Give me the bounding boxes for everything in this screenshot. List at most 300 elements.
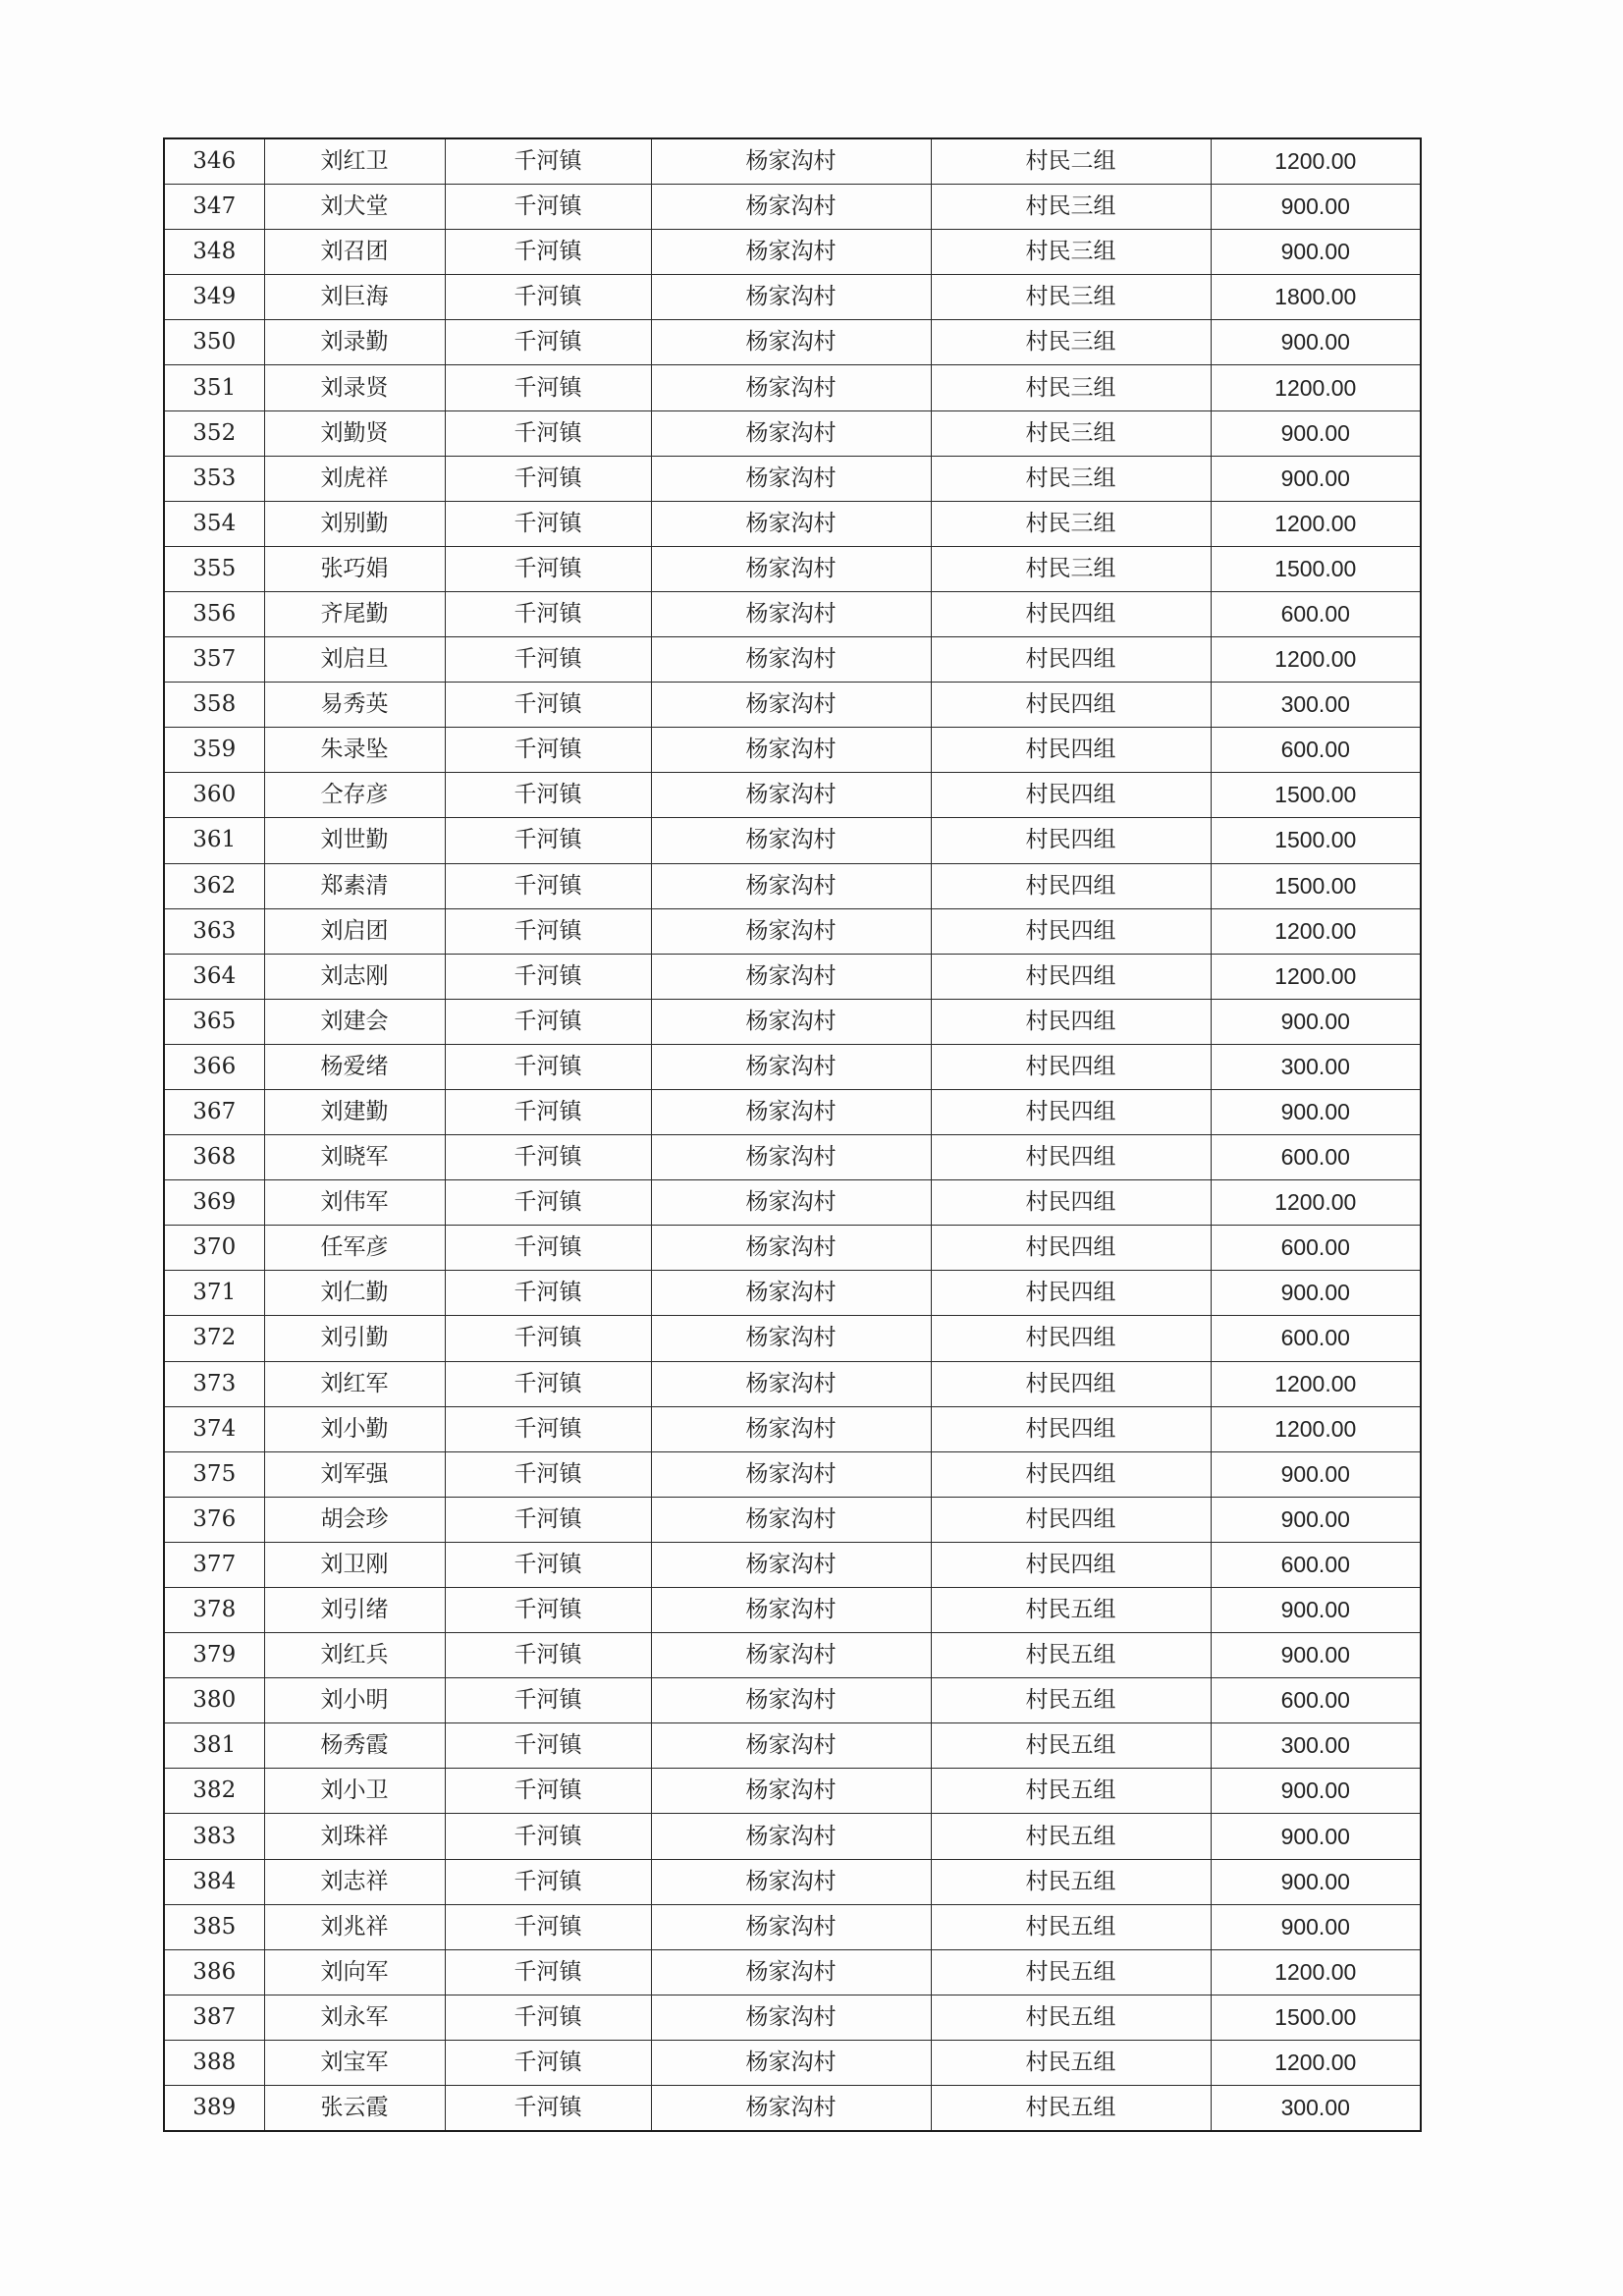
person-name-cell: 刘珠祥 bbox=[264, 1814, 445, 1859]
amount-cell: 1200.00 bbox=[1211, 954, 1421, 999]
table-row bbox=[164, 1542, 1421, 1587]
row-number-cell: 374 bbox=[164, 1406, 264, 1451]
amount-cell: 900.00 bbox=[1211, 1814, 1421, 1859]
village-group-cell: 村民三组 bbox=[931, 185, 1211, 230]
village-name-cell: 杨家沟村 bbox=[651, 1271, 931, 1316]
town-name-cell: 千河镇 bbox=[445, 1814, 651, 1859]
village-name-cell: 杨家沟村 bbox=[651, 1180, 931, 1226]
amount-cell: 900.00 bbox=[1211, 1859, 1421, 1904]
village-name-cell: 杨家沟村 bbox=[651, 1859, 931, 1904]
town-name-cell: 千河镇 bbox=[445, 1497, 651, 1542]
town-name-cell: 千河镇 bbox=[445, 1678, 651, 1723]
table-row bbox=[164, 1089, 1421, 1134]
row-number-cell: 377 bbox=[164, 1542, 264, 1587]
town-name-cell: 千河镇 bbox=[445, 365, 651, 410]
village-name-cell: 杨家沟村 bbox=[651, 546, 931, 591]
village-group-cell: 村民四组 bbox=[931, 1406, 1211, 1451]
row-number-cell: 371 bbox=[164, 1271, 264, 1316]
table-row bbox=[164, 185, 1421, 230]
village-group-cell: 村民三组 bbox=[931, 456, 1211, 501]
village-group-cell: 村民三组 bbox=[931, 320, 1211, 365]
person-name-cell: 刘建会 bbox=[264, 999, 445, 1044]
town-name-cell: 千河镇 bbox=[445, 1859, 651, 1904]
village-group-cell: 村民三组 bbox=[931, 501, 1211, 546]
amount-cell: 300.00 bbox=[1211, 1723, 1421, 1769]
table-row bbox=[164, 999, 1421, 1044]
village-name-cell: 杨家沟村 bbox=[651, 1633, 931, 1678]
village-name-cell: 杨家沟村 bbox=[651, 1678, 931, 1723]
town-name-cell: 千河镇 bbox=[445, 818, 651, 863]
row-number-cell: 369 bbox=[164, 1180, 264, 1226]
town-name-cell: 千河镇 bbox=[445, 1406, 651, 1451]
village-group-cell: 村民四组 bbox=[931, 999, 1211, 1044]
amount-cell: 1500.00 bbox=[1211, 863, 1421, 908]
town-name-cell: 千河镇 bbox=[445, 275, 651, 320]
village-name-cell: 杨家沟村 bbox=[651, 1814, 931, 1859]
village-group-cell: 村民四组 bbox=[931, 591, 1211, 636]
amount-cell: 900.00 bbox=[1211, 1904, 1421, 1949]
town-name-cell: 千河镇 bbox=[445, 863, 651, 908]
person-name-cell: 刘勤贤 bbox=[264, 410, 445, 456]
table-row bbox=[164, 1633, 1421, 1678]
amount-cell: 1200.00 bbox=[1211, 138, 1421, 185]
table-row bbox=[164, 275, 1421, 320]
row-number-cell: 367 bbox=[164, 1089, 264, 1134]
person-name-cell: 张云霞 bbox=[264, 2086, 445, 2132]
amount-cell: 900.00 bbox=[1211, 185, 1421, 230]
table-row bbox=[164, 1180, 1421, 1226]
person-name-cell: 刘录贤 bbox=[264, 365, 445, 410]
table-row bbox=[164, 546, 1421, 591]
table-row bbox=[164, 1361, 1421, 1406]
amount-cell: 600.00 bbox=[1211, 1135, 1421, 1180]
person-name-cell: 刘伟军 bbox=[264, 1180, 445, 1226]
village-name-cell: 杨家沟村 bbox=[651, 683, 931, 728]
table-row bbox=[164, 501, 1421, 546]
row-number-cell: 364 bbox=[164, 954, 264, 999]
amount-cell: 900.00 bbox=[1211, 320, 1421, 365]
village-name-cell: 杨家沟村 bbox=[651, 637, 931, 683]
village-name-cell: 杨家沟村 bbox=[651, 954, 931, 999]
person-name-cell: 齐尾勤 bbox=[264, 591, 445, 636]
table-row bbox=[164, 1995, 1421, 2040]
table-row bbox=[164, 908, 1421, 954]
village-group-cell: 村民四组 bbox=[931, 908, 1211, 954]
table-row bbox=[164, 637, 1421, 683]
person-name-cell: 郑素清 bbox=[264, 863, 445, 908]
village-group-cell: 村民四组 bbox=[931, 728, 1211, 773]
amount-cell: 900.00 bbox=[1211, 1497, 1421, 1542]
village-group-cell: 村民四组 bbox=[931, 1542, 1211, 1587]
row-number-cell: 361 bbox=[164, 818, 264, 863]
amount-cell: 1200.00 bbox=[1211, 1406, 1421, 1451]
village-name-cell: 杨家沟村 bbox=[651, 1588, 931, 1633]
table-row bbox=[164, 863, 1421, 908]
row-number-cell: 379 bbox=[164, 1633, 264, 1678]
table-row bbox=[164, 1226, 1421, 1271]
village-group-cell: 村民四组 bbox=[931, 1044, 1211, 1089]
person-name-cell: 刘小勤 bbox=[264, 1406, 445, 1451]
row-number-cell: 383 bbox=[164, 1814, 264, 1859]
table-row bbox=[164, 1588, 1421, 1633]
town-name-cell: 千河镇 bbox=[445, 1316, 651, 1361]
amount-cell: 600.00 bbox=[1211, 1678, 1421, 1723]
amount-cell: 600.00 bbox=[1211, 1226, 1421, 1271]
village-group-cell: 村民三组 bbox=[931, 275, 1211, 320]
amount-cell: 300.00 bbox=[1211, 1044, 1421, 1089]
roster-body bbox=[164, 138, 1421, 2131]
row-number-cell: 387 bbox=[164, 1995, 264, 2040]
village-name-cell: 杨家沟村 bbox=[651, 1406, 931, 1451]
table-row bbox=[164, 1678, 1421, 1723]
amount-cell: 900.00 bbox=[1211, 1588, 1421, 1633]
village-group-cell: 村民四组 bbox=[931, 1135, 1211, 1180]
amount-cell: 900.00 bbox=[1211, 1271, 1421, 1316]
town-name-cell: 千河镇 bbox=[445, 2086, 651, 2132]
person-name-cell: 刘红兵 bbox=[264, 1633, 445, 1678]
village-name-cell: 杨家沟村 bbox=[651, 1542, 931, 1587]
town-name-cell: 千河镇 bbox=[445, 230, 651, 275]
amount-cell: 600.00 bbox=[1211, 1316, 1421, 1361]
amount-cell: 1200.00 bbox=[1211, 1180, 1421, 1226]
row-number-cell: 378 bbox=[164, 1588, 264, 1633]
person-name-cell: 任军彦 bbox=[264, 1226, 445, 1271]
village-group-cell: 村民五组 bbox=[931, 1904, 1211, 1949]
town-name-cell: 千河镇 bbox=[445, 1451, 651, 1497]
table-row bbox=[164, 591, 1421, 636]
table-row bbox=[164, 456, 1421, 501]
row-number-cell: 359 bbox=[164, 728, 264, 773]
row-number-cell: 385 bbox=[164, 1904, 264, 1949]
town-name-cell: 千河镇 bbox=[445, 546, 651, 591]
table-row bbox=[164, 1044, 1421, 1089]
amount-cell: 1200.00 bbox=[1211, 365, 1421, 410]
village-group-cell: 村民五组 bbox=[931, 1588, 1211, 1633]
person-name-cell: 刘巨海 bbox=[264, 275, 445, 320]
table-row bbox=[164, 1135, 1421, 1180]
amount-cell: 900.00 bbox=[1211, 1451, 1421, 1497]
person-name-cell: 刘军强 bbox=[264, 1451, 445, 1497]
person-name-cell: 刘虎祥 bbox=[264, 456, 445, 501]
table-row bbox=[164, 1497, 1421, 1542]
person-name-cell: 刘志刚 bbox=[264, 954, 445, 999]
person-name-cell: 刘别勤 bbox=[264, 501, 445, 546]
town-name-cell: 千河镇 bbox=[445, 1542, 651, 1587]
row-number-cell: 356 bbox=[164, 591, 264, 636]
village-name-cell: 杨家沟村 bbox=[651, 365, 931, 410]
person-name-cell: 刘犬堂 bbox=[264, 185, 445, 230]
row-number-cell: 370 bbox=[164, 1226, 264, 1271]
village-group-cell: 村民三组 bbox=[931, 410, 1211, 456]
town-name-cell: 千河镇 bbox=[445, 591, 651, 636]
town-name-cell: 千河镇 bbox=[445, 683, 651, 728]
row-number-cell: 365 bbox=[164, 999, 264, 1044]
row-number-cell: 355 bbox=[164, 546, 264, 591]
town-name-cell: 千河镇 bbox=[445, 1769, 651, 1814]
village-group-cell: 村民四组 bbox=[931, 683, 1211, 728]
town-name-cell: 千河镇 bbox=[445, 637, 651, 683]
village-name-cell: 杨家沟村 bbox=[651, 456, 931, 501]
person-name-cell: 杨爱绪 bbox=[264, 1044, 445, 1089]
person-name-cell: 易秀英 bbox=[264, 683, 445, 728]
amount-cell: 600.00 bbox=[1211, 591, 1421, 636]
table-row bbox=[164, 683, 1421, 728]
person-name-cell: 刘红卫 bbox=[264, 138, 445, 185]
town-name-cell: 千河镇 bbox=[445, 1723, 651, 1769]
village-name-cell: 杨家沟村 bbox=[651, 999, 931, 1044]
amount-cell: 300.00 bbox=[1211, 2086, 1421, 2132]
amount-cell: 1200.00 bbox=[1211, 1361, 1421, 1406]
amount-cell: 1200.00 bbox=[1211, 637, 1421, 683]
person-name-cell: 刘引绪 bbox=[264, 1588, 445, 1633]
person-name-cell: 仝存彦 bbox=[264, 773, 445, 818]
amount-cell: 900.00 bbox=[1211, 1089, 1421, 1134]
town-name-cell: 千河镇 bbox=[445, 954, 651, 999]
amount-cell: 900.00 bbox=[1211, 410, 1421, 456]
amount-cell: 900.00 bbox=[1211, 456, 1421, 501]
village-group-cell: 村民四组 bbox=[931, 818, 1211, 863]
table-row bbox=[164, 410, 1421, 456]
village-group-cell: 村民五组 bbox=[931, 1769, 1211, 1814]
amount-cell: 1500.00 bbox=[1211, 773, 1421, 818]
village-name-cell: 杨家沟村 bbox=[651, 1995, 931, 2040]
person-name-cell: 胡会珍 bbox=[264, 1497, 445, 1542]
table-row bbox=[164, 1769, 1421, 1814]
amount-cell: 1200.00 bbox=[1211, 501, 1421, 546]
table-row bbox=[164, 138, 1421, 185]
row-number-cell: 380 bbox=[164, 1678, 264, 1723]
person-name-cell: 刘红军 bbox=[264, 1361, 445, 1406]
village-group-cell: 村民五组 bbox=[931, 1949, 1211, 1995]
village-group-cell: 村民五组 bbox=[931, 2040, 1211, 2085]
table-row bbox=[164, 1904, 1421, 1949]
village-group-cell: 村民四组 bbox=[931, 1497, 1211, 1542]
village-group-cell: 村民三组 bbox=[931, 546, 1211, 591]
town-name-cell: 千河镇 bbox=[445, 1949, 651, 1995]
row-number-cell: 368 bbox=[164, 1135, 264, 1180]
row-number-cell: 381 bbox=[164, 1723, 264, 1769]
town-name-cell: 千河镇 bbox=[445, 1588, 651, 1633]
person-name-cell: 刘引勤 bbox=[264, 1316, 445, 1361]
village-name-cell: 杨家沟村 bbox=[651, 1226, 931, 1271]
village-group-cell: 村民四组 bbox=[931, 863, 1211, 908]
row-number-cell: 375 bbox=[164, 1451, 264, 1497]
village-name-cell: 杨家沟村 bbox=[651, 2086, 931, 2132]
village-group-cell: 村民三组 bbox=[931, 365, 1211, 410]
town-name-cell: 千河镇 bbox=[445, 1995, 651, 2040]
village-group-cell: 村民五组 bbox=[931, 1633, 1211, 1678]
table-row bbox=[164, 1406, 1421, 1451]
row-number-cell: 386 bbox=[164, 1949, 264, 1995]
row-number-cell: 363 bbox=[164, 908, 264, 954]
village-name-cell: 杨家沟村 bbox=[651, 1769, 931, 1814]
village-group-cell: 村民四组 bbox=[931, 773, 1211, 818]
person-name-cell: 刘卫刚 bbox=[264, 1542, 445, 1587]
village-group-cell: 村民五组 bbox=[931, 1723, 1211, 1769]
village-name-cell: 杨家沟村 bbox=[651, 863, 931, 908]
village-group-cell: 村民五组 bbox=[931, 1678, 1211, 1723]
table-row bbox=[164, 773, 1421, 818]
village-name-cell: 杨家沟村 bbox=[651, 1949, 931, 1995]
village-group-cell: 村民五组 bbox=[931, 1859, 1211, 1904]
village-name-cell: 杨家沟村 bbox=[651, 773, 931, 818]
village-name-cell: 杨家沟村 bbox=[651, 1044, 931, 1089]
row-number-cell: 353 bbox=[164, 456, 264, 501]
town-name-cell: 千河镇 bbox=[445, 320, 651, 365]
amount-cell: 900.00 bbox=[1211, 1769, 1421, 1814]
town-name-cell: 千河镇 bbox=[445, 908, 651, 954]
amount-cell: 1200.00 bbox=[1211, 2040, 1421, 2085]
village-name-cell: 杨家沟村 bbox=[651, 185, 931, 230]
village-name-cell: 杨家沟村 bbox=[651, 230, 931, 275]
row-number-cell: 373 bbox=[164, 1361, 264, 1406]
town-name-cell: 千河镇 bbox=[445, 728, 651, 773]
table-row bbox=[164, 2086, 1421, 2132]
amount-cell: 900.00 bbox=[1211, 999, 1421, 1044]
person-name-cell: 刘建勤 bbox=[264, 1089, 445, 1134]
row-number-cell: 360 bbox=[164, 773, 264, 818]
village-group-cell: 村民五组 bbox=[931, 1995, 1211, 2040]
village-name-cell: 杨家沟村 bbox=[651, 410, 931, 456]
row-number-cell: 358 bbox=[164, 683, 264, 728]
village-name-cell: 杨家沟村 bbox=[651, 1135, 931, 1180]
row-number-cell: 366 bbox=[164, 1044, 264, 1089]
table-row bbox=[164, 1271, 1421, 1316]
person-name-cell: 刘召团 bbox=[264, 230, 445, 275]
row-number-cell: 350 bbox=[164, 320, 264, 365]
amount-cell: 1500.00 bbox=[1211, 818, 1421, 863]
town-name-cell: 千河镇 bbox=[445, 2040, 651, 2085]
row-number-cell: 382 bbox=[164, 1769, 264, 1814]
person-name-cell: 刘志祥 bbox=[264, 1859, 445, 1904]
person-name-cell: 刘启团 bbox=[264, 908, 445, 954]
amount-cell: 600.00 bbox=[1211, 1542, 1421, 1587]
table-row bbox=[164, 365, 1421, 410]
table-row bbox=[164, 2040, 1421, 2085]
town-name-cell: 千河镇 bbox=[445, 138, 651, 185]
village-name-cell: 杨家沟村 bbox=[651, 501, 931, 546]
person-name-cell: 刘宝军 bbox=[264, 2040, 445, 2085]
village-name-cell: 杨家沟村 bbox=[651, 1316, 931, 1361]
town-name-cell: 千河镇 bbox=[445, 1633, 651, 1678]
person-name-cell: 刘晓军 bbox=[264, 1135, 445, 1180]
amount-cell: 600.00 bbox=[1211, 728, 1421, 773]
town-name-cell: 千河镇 bbox=[445, 1904, 651, 1949]
town-name-cell: 千河镇 bbox=[445, 410, 651, 456]
village-group-cell: 村民四组 bbox=[931, 954, 1211, 999]
person-name-cell: 朱录坠 bbox=[264, 728, 445, 773]
table-row bbox=[164, 954, 1421, 999]
town-name-cell: 千河镇 bbox=[445, 1226, 651, 1271]
village-name-cell: 杨家沟村 bbox=[651, 591, 931, 636]
village-name-cell: 杨家沟村 bbox=[651, 818, 931, 863]
row-number-cell: 348 bbox=[164, 230, 264, 275]
village-group-cell: 村民五组 bbox=[931, 1814, 1211, 1859]
table-row bbox=[164, 1451, 1421, 1497]
town-name-cell: 千河镇 bbox=[445, 456, 651, 501]
village-name-cell: 杨家沟村 bbox=[651, 1451, 931, 1497]
person-name-cell: 刘录勤 bbox=[264, 320, 445, 365]
row-number-cell: 376 bbox=[164, 1497, 264, 1542]
village-group-cell: 村民四组 bbox=[931, 1361, 1211, 1406]
amount-cell: 1200.00 bbox=[1211, 1949, 1421, 1995]
person-name-cell: 杨秀霞 bbox=[264, 1723, 445, 1769]
table-row bbox=[164, 1316, 1421, 1361]
table-row bbox=[164, 1859, 1421, 1904]
amount-cell: 300.00 bbox=[1211, 683, 1421, 728]
row-number-cell: 357 bbox=[164, 637, 264, 683]
table-row bbox=[164, 728, 1421, 773]
table-row bbox=[164, 1814, 1421, 1859]
town-name-cell: 千河镇 bbox=[445, 1089, 651, 1134]
village-group-cell: 村民二组 bbox=[931, 138, 1211, 185]
town-name-cell: 千河镇 bbox=[445, 185, 651, 230]
village-group-cell: 村民四组 bbox=[931, 1451, 1211, 1497]
row-number-cell: 384 bbox=[164, 1859, 264, 1904]
village-name-cell: 杨家沟村 bbox=[651, 2040, 931, 2085]
amount-cell: 1500.00 bbox=[1211, 546, 1421, 591]
row-number-cell: 372 bbox=[164, 1316, 264, 1361]
village-name-cell: 杨家沟村 bbox=[651, 1361, 931, 1406]
village-name-cell: 杨家沟村 bbox=[651, 728, 931, 773]
town-name-cell: 千河镇 bbox=[445, 773, 651, 818]
town-name-cell: 千河镇 bbox=[445, 1180, 651, 1226]
amount-cell: 1800.00 bbox=[1211, 275, 1421, 320]
row-number-cell: 351 bbox=[164, 365, 264, 410]
town-name-cell: 千河镇 bbox=[445, 501, 651, 546]
village-group-cell: 村民四组 bbox=[931, 1316, 1211, 1361]
village-name-cell: 杨家沟村 bbox=[651, 1904, 931, 1949]
table-row bbox=[164, 1949, 1421, 1995]
village-group-cell: 村民五组 bbox=[931, 2086, 1211, 2132]
table-row bbox=[164, 230, 1421, 275]
town-name-cell: 千河镇 bbox=[445, 1271, 651, 1316]
person-name-cell: 刘小卫 bbox=[264, 1769, 445, 1814]
row-number-cell: 354 bbox=[164, 501, 264, 546]
person-name-cell: 刘仁勤 bbox=[264, 1271, 445, 1316]
village-name-cell: 杨家沟村 bbox=[651, 908, 931, 954]
village-group-cell: 村民四组 bbox=[931, 1271, 1211, 1316]
village-name-cell: 杨家沟村 bbox=[651, 320, 931, 365]
person-name-cell: 刘永军 bbox=[264, 1995, 445, 2040]
person-name-cell: 刘向军 bbox=[264, 1949, 445, 1995]
village-name-cell: 杨家沟村 bbox=[651, 1723, 931, 1769]
row-number-cell: 347 bbox=[164, 185, 264, 230]
amount-cell: 1200.00 bbox=[1211, 908, 1421, 954]
village-group-cell: 村民四组 bbox=[931, 1226, 1211, 1271]
person-name-cell: 刘小明 bbox=[264, 1678, 445, 1723]
person-name-cell: 刘启旦 bbox=[264, 637, 445, 683]
table-row bbox=[164, 818, 1421, 863]
table-row bbox=[164, 1723, 1421, 1769]
table-row bbox=[164, 320, 1421, 365]
village-name-cell: 杨家沟村 bbox=[651, 275, 931, 320]
village-name-cell: 杨家沟村 bbox=[651, 138, 931, 185]
amount-cell: 900.00 bbox=[1211, 230, 1421, 275]
amount-cell: 900.00 bbox=[1211, 1633, 1421, 1678]
village-group-cell: 村民三组 bbox=[931, 230, 1211, 275]
village-group-cell: 村民四组 bbox=[931, 1180, 1211, 1226]
village-name-cell: 杨家沟村 bbox=[651, 1497, 931, 1542]
row-number-cell: 362 bbox=[164, 863, 264, 908]
town-name-cell: 千河镇 bbox=[445, 1135, 651, 1180]
person-name-cell: 张巧娟 bbox=[264, 546, 445, 591]
village-group-cell: 村民四组 bbox=[931, 637, 1211, 683]
row-number-cell: 349 bbox=[164, 275, 264, 320]
row-number-cell: 389 bbox=[164, 2086, 264, 2132]
person-name-cell: 刘世勤 bbox=[264, 818, 445, 863]
row-number-cell: 352 bbox=[164, 410, 264, 456]
